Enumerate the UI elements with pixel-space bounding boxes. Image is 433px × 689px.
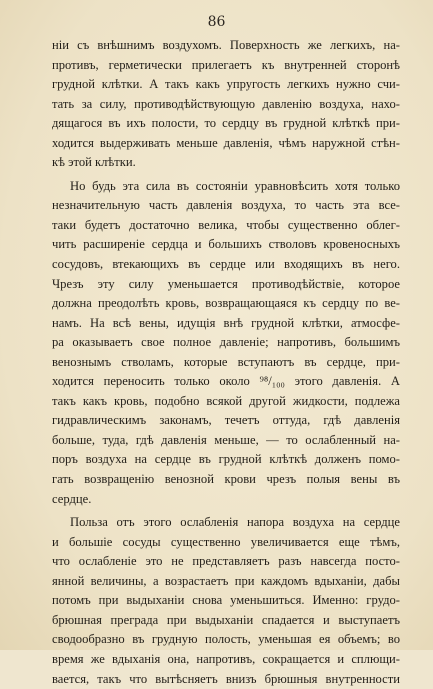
text-line: сосудовъ, втекающихъ въ сердце или входящихъ въ него. [52, 255, 400, 275]
paragraph [52, 36, 400, 173]
text-line: и большiе сосуды существенно увеличивается еще тѣмъ, [52, 533, 400, 553]
text-line: тать за силу, противодѣйствующую давленiю воздуха, нахо- [52, 95, 400, 115]
text-line: Чрезъ эту силу уменьшается противодѣйствiе, которое [52, 275, 400, 295]
text-line: незначительную часть давленiя воздуха, то часть эта все- [52, 196, 400, 216]
text-line: венознымъ стволамъ, которые вступаютъ въ сердце, при- [52, 353, 400, 373]
text-line: время же вдыханiя она, напротивъ, сокращается и сплющи- [52, 650, 400, 670]
text-line: янной величины, а возрастаетъ при каждомъ вдыханiи, дабы [52, 572, 400, 592]
text-line: намъ. На всѣ вены, идущiя внѣ грудной клѣтки, атмосфе- [52, 314, 400, 334]
text-line: Но будь эта сила въ состоянiи уравновѣсить хотя только [52, 177, 400, 197]
text-line: чить расширенiе сердца и большихъ стволовъ кровеносныхъ [52, 235, 400, 255]
text-line: сердце. [52, 490, 400, 510]
text-line: ходится переносить только около ⁹⁸/₁₀₀ этого давленiя. А [52, 372, 400, 392]
text-line: должна преодолѣть кровь, возвращающаяся къ сердцу по ве- [52, 294, 400, 314]
paragraph [52, 177, 400, 509]
text-line: вается, такъ что вытѣсняетъ внизъ брюшныя внутренности [52, 670, 400, 689]
page-number: 86 [0, 14, 433, 30]
text-line: дящагося въ ихъ полости, то сердцу въ грудной клѣткѣ при- [52, 114, 400, 134]
text-line: таки будетъ достаточно велика, чтобы существенно облег- [52, 216, 400, 236]
text-line: брюшная преграда при выдыханiи спадается и выступаетъ [52, 611, 400, 631]
text-line: кѣ этой клѣтки. [52, 153, 400, 173]
text-line: Польза отъ этого ослабленiя напора воздуха на сердце [52, 513, 400, 533]
text-line: гидравлическимъ законамъ, течетъ оттуда, гдѣ давленiя [52, 411, 400, 431]
text-line: потомъ при выдыханiи снова уменьшиться. Именно: грудо- [52, 591, 400, 611]
text-line: нiи съ внѣшнимъ воздухомъ. Поверхность же легкихъ, на- [52, 36, 400, 56]
text-line: грудной клѣтки. А такъ какъ упругость легкихъ нужно счи- [52, 75, 400, 95]
text-line: гать возвращенiю венозной крови чрезъ полыя вены въ [52, 470, 400, 490]
text-line: такъ какъ кровь, подобно всякой другой жидкости, подлежа [52, 392, 400, 412]
text-line: ра оказываетъ свое полное давленiе; напротивъ, большимъ [52, 333, 400, 353]
paragraph [52, 513, 400, 689]
text-line: что ослабленiе это не представляетъ разъ навсегда посто- [52, 552, 400, 572]
text-line: противъ, герметически прилегаетъ къ внутренней сторонѣ [52, 56, 400, 76]
text-line: сводообразно въ грудную полость, уменьшая ея объемъ; во [52, 630, 400, 650]
text-line: ходится выдерживать меньше давленiя, чѣмъ наружной стѣн- [52, 134, 400, 154]
body-text [52, 36, 400, 689]
text-line: больше, туда, гдѣ давленiя меньше, — то ослабленный на- [52, 431, 400, 451]
text-line: поръ воздуха на сердце въ грудной клѣткѣ долженъ помо- [52, 450, 400, 470]
